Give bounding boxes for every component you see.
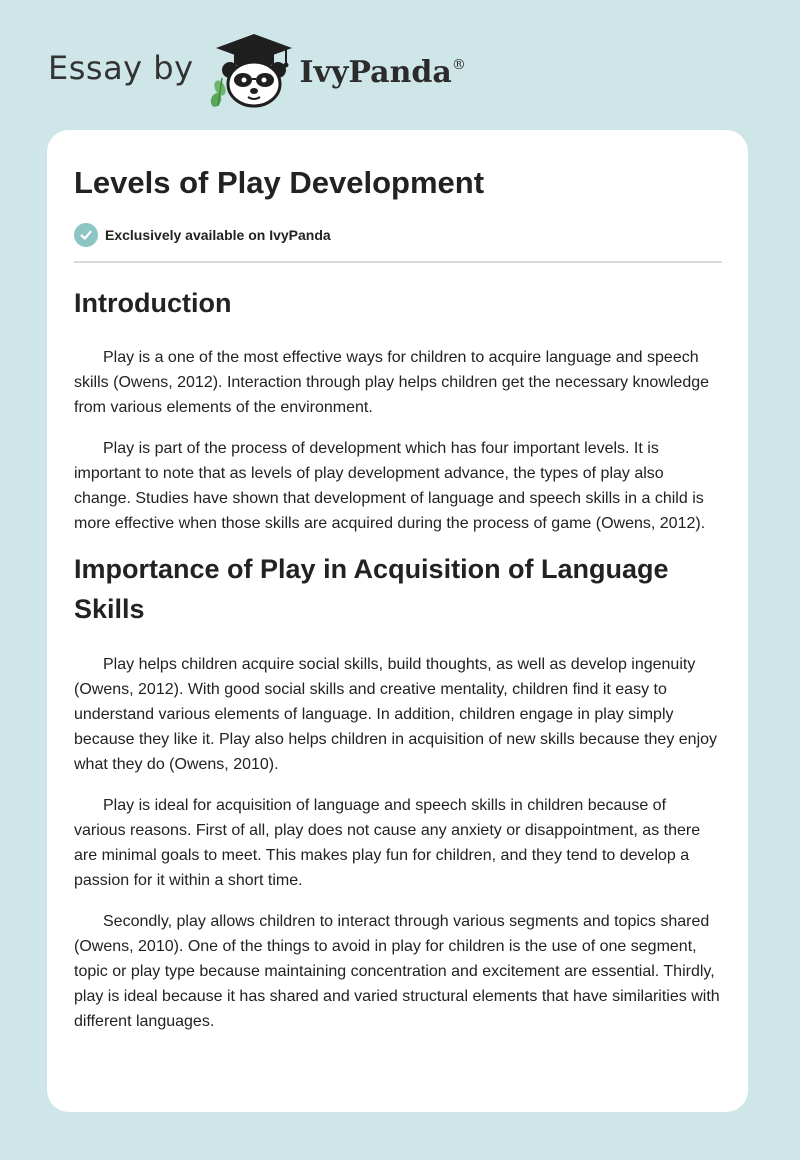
brand-name: IvyPanda® <box>299 54 466 90</box>
exclusive-badge <box>74 222 722 248</box>
paragraph: Play is ideal for acquisition of language and speech skills in children because of various reasons. First of all, play does not cause any anxiety or disappointment, as there are minimal goals to meet. This makes play fun for children, and they tend to develop a passion for it within a short time. <box>74 797 701 889</box>
check-icon <box>74 223 98 247</box>
paragraph: Play is part of the process of development which has four important levels. It is important to note that as levels of play development advance, the types of play also change. Studies have shown that development of language and speech skills in a child is more effective when those skills are acquired during the process of game (Owens, 2012). <box>74 440 706 532</box>
paragraph: Play helps children acquire social skills, build thoughts, as well as develop ingenuity (Owens, 2012). With good social skills and creative mentality, children find it easy to understand various elements of language. In addition, children engage in play simply because they like it. Play also helps children in acquisition of new skills because they enjoy what they do (Owens, 2010). <box>74 656 718 773</box>
exclusive-label: Exclusively available on IvyPanda <box>105 227 331 243</box>
section-heading-introduction: Introduction <box>74 288 232 318</box>
registered-mark: ® <box>451 56 466 73</box>
paragraph: Secondly, play allows children to interact through various segments and topics shared (Owens, 2010). One of the things to avoid in play for children is the use of one segment, topic or play type because maintaining concentration and excitement are essential. Thirdly, play is ideal because it has shared and varied structural elements that have similarities with different languages. <box>74 913 720 1030</box>
paragraph: Play is a one of the most effective ways for children to acquire language and speech skills (Owens, 2012). Interaction through play helps children get the necessary knowledge from various elements of the environment. <box>74 349 710 416</box>
divider <box>74 261 722 263</box>
essay-card <box>47 130 748 1112</box>
panda-graduate-logo-icon[interactable] <box>208 30 300 110</box>
essay-by-label: Essay by <box>48 49 194 87</box>
site-header <box>48 30 466 110</box>
essay-title: Levels of Play Development <box>74 165 485 200</box>
section-heading-importance: Importance of Play in Acquisition of Language Skills <box>74 554 669 624</box>
